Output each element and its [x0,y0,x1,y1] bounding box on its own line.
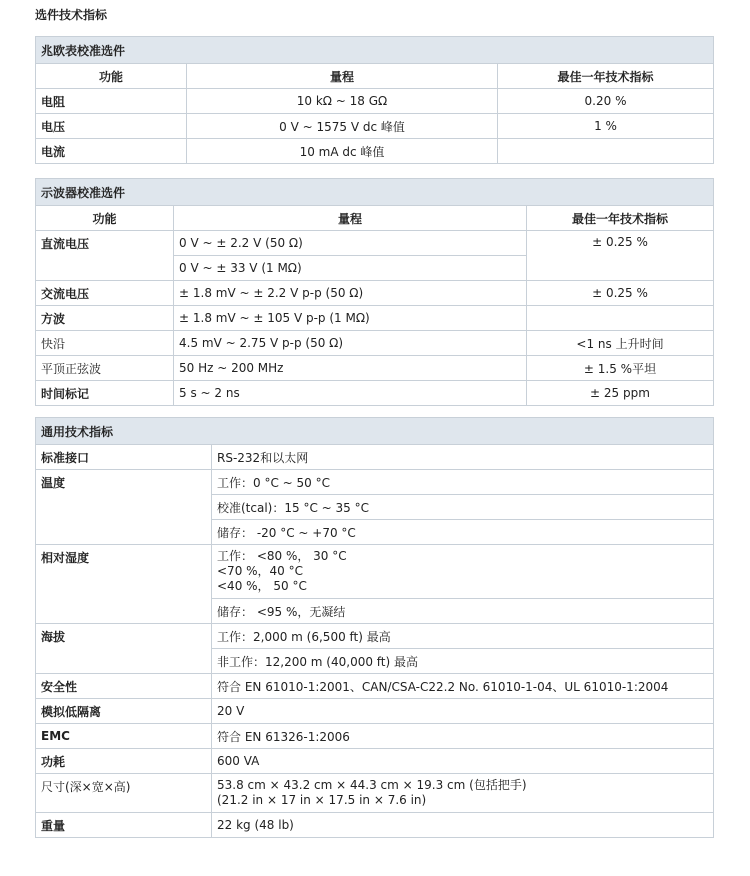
spec-value: 22 kg (48 lb) [212,813,714,838]
spec-cell: ± 25 ppm [527,381,714,406]
table-row [36,724,714,749]
function-cell: 直流电压 [36,231,174,281]
megohmmeter-option-table [35,36,714,164]
spec-value: 工作：2,000 m (6,500 ft) 最高 [212,624,714,649]
function-cell: 电阻 [36,89,187,114]
spec-value: RS-232和以太网 [212,445,714,470]
spec-label: 相对湿度 [36,545,212,624]
spec-cell: <1 ns 上升时间 [527,331,714,356]
spec-value: 工作：0 °C ~ 50 °C [212,470,714,495]
function-cell: 平顶正弦波 [36,356,174,381]
spec-cell: ± 0.25 % [527,281,714,306]
table-row [36,749,714,774]
table-caption: 示波器校准选件 [36,179,714,206]
spec-label: 尺寸(深×宽×高) [36,774,212,813]
range-cell: 0 V ~ ± 2.2 V (50 Ω) [174,231,527,256]
spec-value: 非工作：12,200 m (40,000 ft) 最高 [212,649,714,674]
spec-label: EMC [36,724,212,749]
spec-cell: ± 0.25 % [527,231,714,281]
function-cell: 交流电压 [36,281,174,306]
table-row [36,89,714,114]
column-header: 量程 [174,206,527,231]
spec-line: 工作： <80 %， 30 °C [217,549,347,563]
page-title: 选件技术指标 [35,8,108,22]
table-row [36,139,714,164]
spec-label: 功耗 [36,749,212,774]
spec-value: 储存： -20 °C ~ +70 °C [212,520,714,545]
spec-value: 储存： <95 %，无凝结 [212,599,714,624]
table-row [36,545,714,599]
table-caption: 通用技术指标 [36,418,714,445]
column-header: 量程 [187,64,498,89]
spec-line: (21.2 in × 17 in × 17.5 in × 7.6 in) [217,793,427,807]
table-caption: 兆欧表校准选件 [36,37,714,64]
range-cell: 0 V ~ 1575 V dc 峰值 [187,114,498,139]
spec-label: 模拟低隔离 [36,699,212,724]
function-cell: 快沿 [36,331,174,356]
table-row [36,114,714,139]
spec-cell: ± 1.5 %平坦 [527,356,714,381]
spec-value: 600 VA [212,749,714,774]
spec-line: 53.8 cm × 43.2 cm × 44.3 cm × 19.3 cm (包括把手) [217,778,527,792]
spec-line: <40 %， 50 °C [217,579,307,593]
function-cell: 时间标记 [36,381,174,406]
column-header: 最佳一年技术指标 [498,64,714,89]
spec-value: 符合 EN 61010-1:2001、CAN/CSA-C22.2 No. 61010-1-04、UL 61010-1:2004 [212,674,714,699]
table-row [36,306,714,331]
table-row [36,624,714,649]
general-specs-table [35,417,714,838]
table-row [36,381,714,406]
table-row [36,356,714,381]
column-header: 最佳一年技术指标 [527,206,714,231]
range-cell: ± 1.8 mV ~ ± 2.2 V p-p (50 Ω) [174,281,527,306]
column-header: 功能 [36,64,187,89]
table-row [36,774,714,813]
spec-value: 符合 EN 61326-1:2006 [212,724,714,749]
table-row [36,231,714,256]
function-cell: 方波 [36,306,174,331]
spec-cell: 0.20 % [498,89,714,114]
table-row [36,331,714,356]
range-cell: 4.5 mV ~ 2.75 V p-p (50 Ω) [174,331,527,356]
range-cell: 10 mA dc 峰值 [187,139,498,164]
function-cell: 电流 [36,139,187,164]
range-cell: 50 Hz ~ 200 MHz [174,356,527,381]
table-row [36,699,714,724]
spec-value [212,545,714,599]
range-cell: 5 s ~ 2 ns [174,381,527,406]
spec-label: 重量 [36,813,212,838]
spec-label: 安全性 [36,674,212,699]
table-row [36,281,714,306]
spec-cell [527,306,714,331]
table-row [36,470,714,495]
spec-value: 校准(tcal)：15 °C ~ 35 °C [212,495,714,520]
table-row [36,813,714,838]
spec-value: 20 V [212,699,714,724]
table-row [36,674,714,699]
spec-label: 温度 [36,470,212,545]
table-row [36,445,714,470]
spec-cell: 1 % [498,114,714,139]
range-cell: 0 V ~ ± 33 V (1 MΩ) [174,256,527,281]
spec-value [212,774,714,813]
spec-line: <70 %，40 °C [217,564,304,578]
spec-label: 标准接口 [36,445,212,470]
function-cell: 电压 [36,114,187,139]
column-header: 功能 [36,206,174,231]
spec-cell [498,139,714,164]
oscilloscope-option-table [35,178,714,406]
spec-label: 海拔 [36,624,212,674]
range-cell: 10 kΩ ~ 18 GΩ [187,89,498,114]
range-cell: ± 1.8 mV ~ ± 105 V p-p (1 MΩ) [174,306,527,331]
